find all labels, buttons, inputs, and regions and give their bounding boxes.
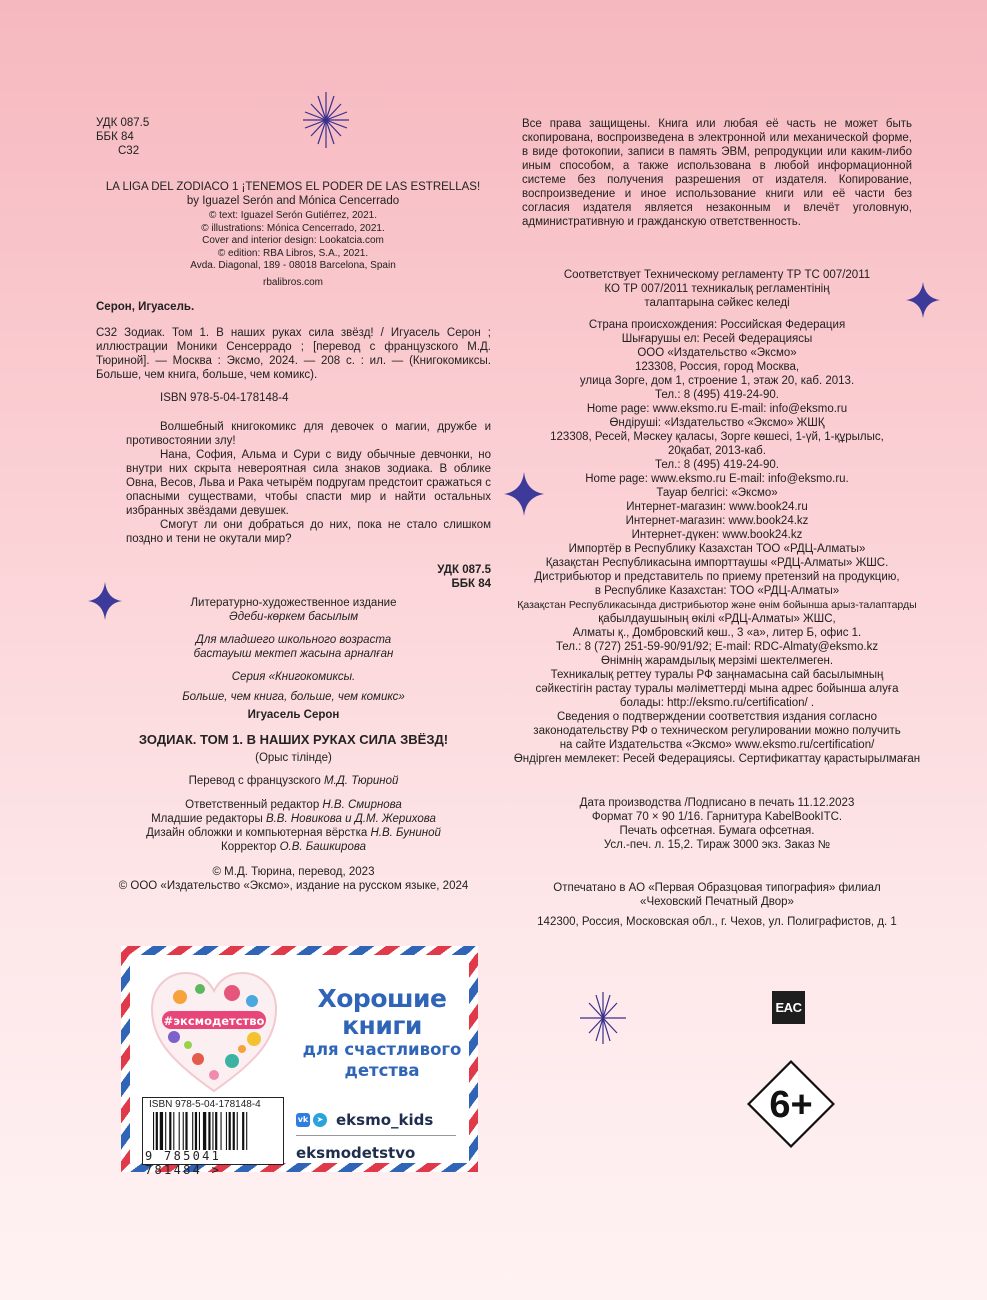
credit-line: © edition: RBA Libros, S.A., 2021. <box>217 247 369 259</box>
udk-code: УДК 087.5 <box>437 564 491 576</box>
info-line: болады: http://eksmo.ru/certification/ . <box>619 697 815 709</box>
barcode-bar <box>195 1112 197 1150</box>
barcode-bar <box>169 1112 171 1150</box>
series-line: Больше, чем книга, больше, чем комикс» <box>182 691 405 703</box>
hashtag-label: #эксмодетство <box>163 1014 265 1028</box>
info-line: Тел.: 8 (495) 419-24-90. <box>655 389 779 401</box>
social-row <box>296 1140 456 1166</box>
rights-notice: Все права защищены. Книга или любая её часть не может быть скопирована, воспроизведена в электронной или механической форме, в виде фотокопии, записи в память ЭВМ, репродукции или каким-либо иным способом, а также использована в любой информационной системе без получения разрешения от издателя. Копирование, воспроизведение и иное использование книги или её части без согласия издателя является незаконным и влечёт уголовную, административную и гражданскую ответственность. <box>522 118 912 228</box>
series-line: Серия «Книгокомиксы. <box>231 671 356 683</box>
staff-role: Корректор <box>221 841 277 853</box>
slogan-line: детства <box>344 1061 420 1080</box>
age-rating-label: 6+ <box>769 1084 813 1126</box>
divider <box>296 1135 456 1136</box>
barcode-bar <box>185 1112 187 1150</box>
staff-name: Н.В. Смирнова <box>322 799 402 811</box>
info-line: 123308, Россия, город Москва, <box>634 361 800 373</box>
barcode-bar <box>173 1112 174 1150</box>
eac-mark <box>772 991 805 1024</box>
info-line: 123308, Ресей, Мәскеу қаласы, Зорге көшесі, 1-үй, 1-құрылыс, <box>550 431 884 443</box>
slogan-line: для счастливого <box>302 1040 462 1059</box>
barcode-bar <box>229 1112 231 1150</box>
udk-codes-bottom <box>380 563 491 591</box>
staff-role: Младшие редакторы <box>151 813 263 825</box>
barcode-bars <box>153 1112 277 1150</box>
info-line: Тел.: 8 (495) 419-24-90. <box>655 459 779 471</box>
printer-line: «Чеховский Печатный Двор» <box>640 896 794 908</box>
barcode-bar <box>242 1112 244 1150</box>
bbk-code: ББК 84 <box>96 131 134 143</box>
info-line: Қазақстан Республикасына импорттаушы «РДЦ-Алматы» ЖШС. <box>545 557 889 569</box>
barcode-bar <box>203 1112 206 1150</box>
slogan-line: книги <box>342 1011 422 1040</box>
credit-line: © text: Iguazel Serón Gutiérrez, 2021. <box>208 210 377 221</box>
postcard-body <box>130 955 469 1177</box>
heart-illustration <box>148 967 280 1097</box>
staff-row <box>96 798 491 812</box>
compliance-line: талаптарына сәйкес келеді <box>644 297 790 309</box>
info-line: Страна происхождения: Российская Федерация <box>588 319 846 331</box>
staff-role: Дизайн обложки и компьютерная вёрстка <box>146 827 368 839</box>
bibliographic-description: С32 Зодиак. Том 1. В наших руках сила звёзд! / Игуасель Серон ; иллюстрации Моники Сенсеррадо ; [перевод с французского М.Д. Тюриной]. — Москва : Эксмо, 2024. — 208 с. : ил. — (Книгокомиксы. Больше, чем книга, больше, чем комикс). <box>96 327 491 381</box>
printer-line: Отпечатано в АО «Первая Образцовая типография» филиал <box>553 882 881 894</box>
staff-row <box>96 826 491 840</box>
social-links <box>296 1107 456 1166</box>
info-line: 20қабат, 2013-каб. <box>668 445 766 457</box>
barcode-digits: 9 785041 781484 > <box>145 1149 222 1177</box>
translator-name: М.Д. Тюриной <box>323 775 399 787</box>
info-line: Техникалық реттеу туралы РФ заңнамасына сай басылымның <box>550 669 884 681</box>
printer-address: 142300, Россия, Московская обл., г. Чехов, ул. Полиграфистов, д. 1 <box>537 916 897 928</box>
imprint-block <box>96 596 491 893</box>
production-line: Формат 70 × 90 1/16. Гарнитура KabelBookITC. <box>591 811 843 823</box>
author-name: Игуасель Серон <box>247 709 340 721</box>
sparkle-star-icon <box>303 92 349 148</box>
info-line: Өндірген мемлекет: Ресей Федерациясы. Сертификаттау қарастырылмаған <box>513 753 921 765</box>
info-line: қабылдаушының өкілі «РДЦ-Алматы» ЖШС, <box>598 613 836 625</box>
barcode-bar <box>156 1112 158 1150</box>
copyright-line: © М.Д. Тюрина, перевод, 2023 <box>212 866 375 878</box>
info-line: Сведения о подтверждении соответствия издания согласно <box>557 711 877 723</box>
barcode-bar <box>192 1112 193 1150</box>
info-line: ООО «Издательство «Эксмо» <box>637 347 797 359</box>
barcode-isbn: ISBN 978-5-04-178148-4 <box>149 1099 261 1110</box>
production-line: Усл.-печ. л. 15,2. Тираж 3000 экз. Заказ № <box>603 839 831 851</box>
barcode <box>142 1097 284 1177</box>
udk-code: УДК 087.5 <box>96 117 150 129</box>
barcode-bar <box>212 1112 213 1150</box>
telegram-icon: ➤ <box>313 1113 327 1127</box>
credits-list <box>78 210 508 273</box>
staff-name: В.В. Новикова и Д.М. Жерихова <box>265 813 436 825</box>
info-line: законодательству РФ о техническом регулировании можно получить <box>533 725 901 737</box>
barcode-bar <box>179 1112 180 1150</box>
age-rating-badge <box>738 1051 844 1157</box>
staff-list <box>96 798 491 854</box>
sparkle-star-icon <box>580 992 626 1044</box>
info-line: на сайте Издательства «Эксмо» www.eksmo.ru/certification/ <box>559 739 875 751</box>
original-title: LA LIGA DEL ZODIACO 1 ¡TENEMOS EL PODER DE LAS ESTRELLAS! <box>105 181 481 193</box>
staff-row <box>96 840 491 854</box>
isbn-text: ISBN 978-5-04-178148-4 <box>160 392 289 404</box>
barcode-bar <box>165 1112 166 1150</box>
copyright-line: © ООО «Издательство «Эксмо», издание на русском языке, 2024 <box>118 880 469 892</box>
compliance-line: КО ТР 007/2011 техникалық регламентінің <box>604 283 830 295</box>
printer-block <box>500 881 934 929</box>
info-line: Home page: www.eksmo.ru E-mail: info@eksmo.ru <box>586 403 848 415</box>
barcode-bar <box>237 1112 238 1150</box>
info-line: Қазақстан Республикасында дистрибьютор және өнім бойынша арыз-талаптарды <box>517 599 917 611</box>
author-mark: С32 <box>118 145 140 157</box>
info-line: Алматы қ., Домбровский көш., 3 «а», литер Б, офис 1. <box>572 627 862 639</box>
info-line: Өнімнің жарамдылық мерзімі шектелмеген. <box>600 655 834 667</box>
barcode-bar <box>215 1112 217 1150</box>
credit-line: © illustrations: Mónica Cencerrado, 2021. <box>201 222 385 234</box>
promo-postcard <box>121 946 478 1177</box>
info-line: Home page: www.eksmo.ru E-mail: info@eksmo.ru. <box>585 473 849 485</box>
translation-label: Перевод с французского <box>188 775 321 787</box>
info-line: в Республике Казахстан: ТОО «РДЦ-Алматы» <box>594 585 840 597</box>
original-edition-block <box>78 180 508 290</box>
annotation-paragraph: Смогут ли они добраться до них, пока не стало слишком поздно и тени не окутали мир? <box>126 519 491 545</box>
staff-name: О.В. Башкирова <box>279 841 366 853</box>
social-handle-detstvo[interactable]: eksmodetstvo <box>296 1144 416 1162</box>
annotation-paragraph: Нана, София, Альма и Сури с виду обычные девчонки, но внутри них скрыта невероятная сила знаков зодиака. В облике Овна, Весов, Льва и Рака четырём подругам предстоит сражаться с опасными существами, чтобы спасти мир и найти остальных избранных звёздами девушек. <box>126 449 491 517</box>
staff-name: Н.В. Буниной <box>370 827 441 839</box>
language-note: (Орыс тілінде) <box>255 752 332 764</box>
annotation-paragraph: Волшебный книгокомикс для девочек о магии, дружбе и противостоянии злу! <box>126 421 491 447</box>
barcode-bar <box>183 1112 184 1150</box>
barcode-bar <box>160 1112 163 1150</box>
udk-codes-top <box>96 116 176 158</box>
social-handle-kids[interactable]: eksmo_kids <box>336 1111 434 1129</box>
info-line: Дистрибьютор и представитель по приему претензий на продукцию, <box>534 571 900 583</box>
compliance-line: Соответствует Техническому регламенту ТР ТС 007/2011 <box>563 269 871 281</box>
slogan <box>292 985 472 1081</box>
info-line: Тауар белгісі: «Эксмо» <box>656 487 778 499</box>
staff-row <box>96 812 491 826</box>
edition-type: Литературно-художественное издание <box>190 597 397 609</box>
barcode-bar <box>233 1112 235 1150</box>
barcode-bar <box>221 1112 222 1150</box>
info-line: Тел.: 8 (727) 251-59-90/91/92; E-mail: RDC-Almaty@eksmo.kz <box>555 641 879 653</box>
compliance-block <box>522 268 912 310</box>
translation-line <box>96 774 491 788</box>
info-line: сәйкестігін растау туралы мәліметтерді мына адрес бойынша алуға <box>535 683 899 695</box>
vk-icon: vk <box>296 1113 310 1127</box>
production-line: Дата производства /Подписано в печать 11.12.2023 <box>579 797 855 809</box>
info-line: Интернет-магазин: www.book24.ru <box>626 501 808 513</box>
info-line: Интернет-дүкен: www.book24.kz <box>631 529 803 541</box>
barcode-bar <box>226 1112 227 1150</box>
age-group-kz: бастауыш мектеп жасына арналған <box>193 648 394 660</box>
bbk-code: ББК 84 <box>451 578 491 590</box>
edition-type-kz: Әдеби-көркем басылым <box>228 611 359 623</box>
barcode-bar <box>246 1112 247 1150</box>
info-line: улица Зорге, дом 1, строение 1, этаж 20, каб. 2013. <box>579 375 855 387</box>
info-line: Импортёр в Республику Казахстан ТОО «РДЦ-Алматы» <box>568 543 866 555</box>
eac-label: EAC <box>775 1000 802 1015</box>
barcode-bar <box>208 1112 210 1150</box>
production-block <box>522 796 912 852</box>
social-row <box>296 1107 456 1133</box>
annotation <box>126 420 491 546</box>
info-line: Интернет-магазин: www.book24.kz <box>625 515 809 527</box>
original-authors: by Iguazel Serón and Mónica Cencerrado <box>186 195 400 207</box>
production-line: Печать офсетная. Бумага офсетная. <box>619 825 815 837</box>
slogan-line: Хорошие <box>317 984 447 1013</box>
credit-line: Cover and interior design: Lookatcia.com <box>202 235 384 246</box>
barcode-bar <box>153 1112 154 1150</box>
info-line: Өндіруші: «Издательство «Эксмо» ЖШҚ <box>609 417 825 429</box>
staff-role: Ответственный редактор <box>185 799 320 811</box>
publisher-info-block <box>510 318 924 766</box>
publisher-site: rbalibros.com <box>262 276 324 288</box>
age-group: Для младшего школьного возраста <box>195 634 392 646</box>
author-heading: Серон, Игуасель. <box>96 301 195 313</box>
info-line: Шығарушы ел: Ресей Федерациясы <box>621 333 813 345</box>
barcode-bar <box>199 1112 200 1150</box>
book-title: ЗОДИАК. ТОМ 1. В НАШИХ РУКАХ СИЛА ЗВЁЗД! <box>138 732 449 747</box>
credit-line: Avda. Diagonal, 189 - 08018 Barcelona, Spain <box>190 260 396 271</box>
